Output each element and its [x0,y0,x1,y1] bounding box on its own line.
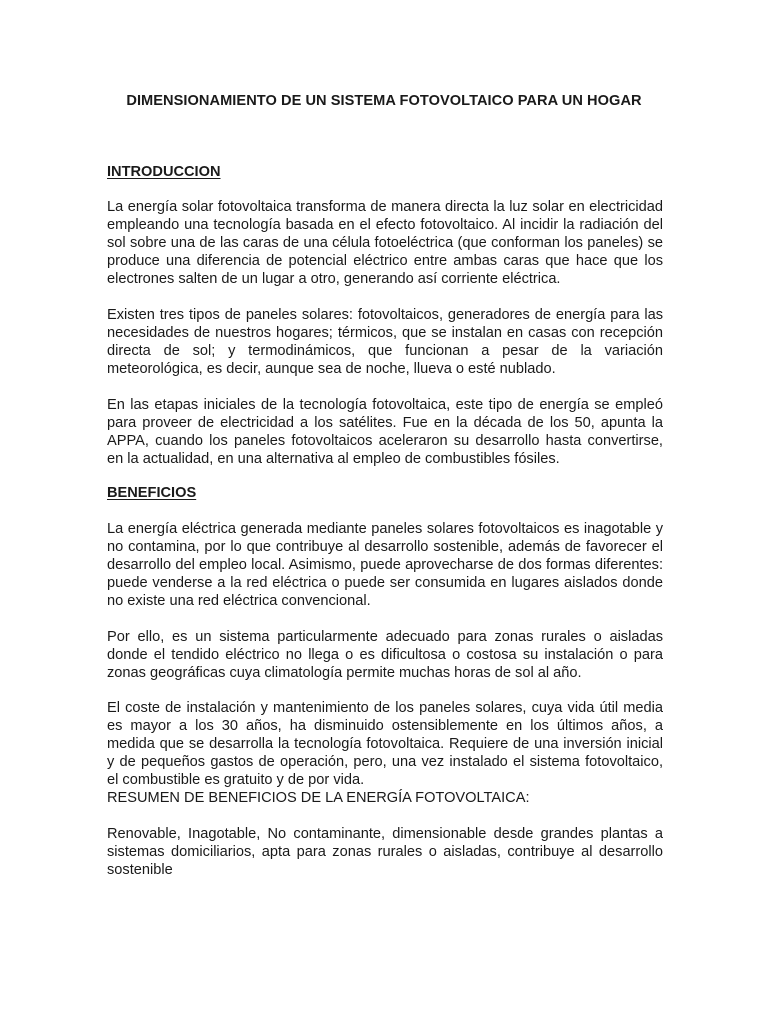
section-heading-beneficios: BENEFICIOS [107,485,197,501]
paragraph-intro-solar-energy: La energía solar fotovoltaica transforma de manera directa la luz solar en electricidad empleando una tecnología basada en el efecto fotovoltaico. Al incidir la radiación del sol sobre una de las caras de una célula fotoeléctrica (que conforman los paneles) se produce una diferencia de potencial eléctrico entre ambas caras que hace que los electrones salten de un lugar a otro, generando así corriente eléctrica. [107,199,663,288]
section-heading-introduccion: INTRODUCCION [107,164,221,180]
paragraph-panel-types: Existen tres tipos de paneles solares: fotovoltaicos, generadores de energía para las necesidades de nuestros hogares; térmicos, que se instalan en casas con recepción directa de sol; y termodinámicos, que funcionan a pesar de la variación meteorológica, es decir, aunque sea de noche, llueva o esté nublado. [107,307,663,378]
paragraph-rural-areas: Por ello, es un sistema particularmente adecuado para zonas rurales o aisladas donde el tendido eléctrico no llega o es dificultosa o costosa su instalación o para zonas geográficas cuya climatología permite muchas horas de sol al año. [107,629,663,682]
benefits-summary-heading: RESUMEN DE BENEFICIOS DE LA ENERGÍA FOTOVOLTAICA: [107,790,530,806]
paragraph-benefits-summary: Renovable, Inagotable, No contaminante, dimensionable desde grandes plantas a sistemas domiciliarios, apta para zonas rurales o aisladas, contribuye al desarrollo sostenible [107,826,663,879]
paragraph-costs: El coste de instalación y mantenimiento de los paneles solares, cuya vida útil media es mayor a los 30 años, ha disminuido ostensiblemente en los últimos años, a medida que se desarrolla la tecnología fotovoltaica. Requiere de una inversión inicial y de pequeños gastos de operación, pero, una vez instalado el sistema fotovoltaico, el combustible es gratuito y de por vida. [107,700,663,789]
paragraph-benefits-overview: La energía eléctrica generada mediante paneles solares fotovoltaicos es inagotable y no contamina, por lo que contribuye al desarrollo sostenible, además de favorecer el desarrollo del empleo local. Asimismo, puede aprovecharse de dos formas diferentes: puede venderse a la red eléctrica o puede ser consumida en lugares aislados donde no existe una red eléctrica convencional. [107,521,663,610]
document-title: DIMENSIONAMIENTO DE UN SISTEMA FOTOVOLTAICO PARA UN HOGAR [126,93,642,109]
paragraph-history: En las etapas iniciales de la tecnología fotovoltaica, este tipo de energía se empleó para proveer de electricidad a los satélites. Fue en la década de los 50, apunta la APPA, cuando los paneles fotovoltaicos aceleraron su desarrollo hasta convertirse, en la actualidad, en una alternativa al empleo de combustibles fósiles. [107,397,663,468]
